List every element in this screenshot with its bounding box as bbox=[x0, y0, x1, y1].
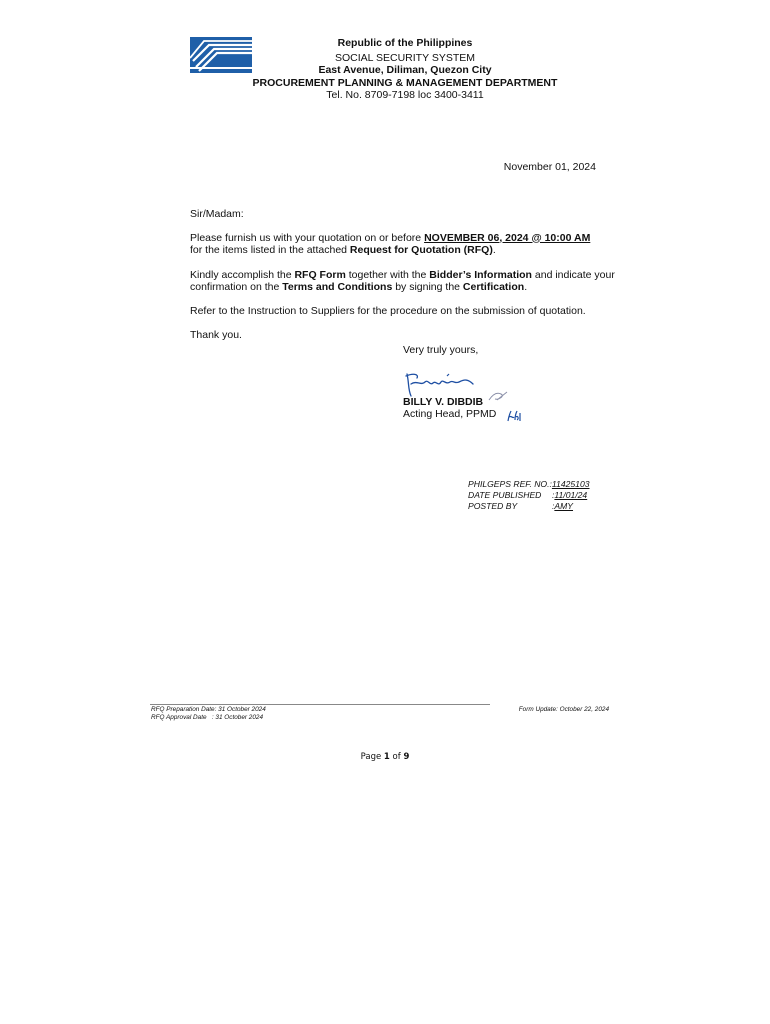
footer-approval-value: : 31 October 2024 bbox=[211, 714, 264, 722]
signatory-name: BILLY V. DIBDIB bbox=[403, 396, 484, 408]
letter-paragraph-refer: Refer to the Instruction to Suppliers for the procedure on the submission of quotation. bbox=[190, 304, 586, 317]
philgeps-posted-value: AMY bbox=[554, 501, 574, 511]
footer-prep-value: : 31 October 2024 bbox=[214, 706, 266, 713]
philgeps-info bbox=[468, 479, 590, 512]
letter-paragraph-instructions bbox=[190, 269, 620, 294]
page-current: 1 bbox=[383, 752, 390, 762]
letter-thanks: Thank you. bbox=[190, 329, 242, 341]
initials-mark-icon bbox=[487, 390, 509, 404]
para1-text: Please furnish us with your quotation on or before bbox=[190, 231, 425, 244]
footer-dates bbox=[151, 706, 266, 722]
signature-icon bbox=[403, 370, 483, 398]
footer-prep-row bbox=[151, 706, 266, 714]
footer-prep-label: RFQ Preparation Date bbox=[151, 706, 215, 713]
para2-mid1: together with the bbox=[345, 268, 430, 281]
rfq-reference: Request for Quotation (RFQ) bbox=[349, 244, 493, 256]
footer-approval-label: RFQ Approval Date bbox=[151, 714, 207, 722]
footer-approval-row bbox=[151, 714, 266, 722]
philgeps-ref-value: 11425103 bbox=[551, 479, 590, 489]
para2-text: Kindly accomplish the bbox=[190, 268, 295, 281]
letter-paragraph-deadline bbox=[190, 232, 620, 257]
para2-mid3: by signing the bbox=[392, 281, 463, 293]
certification-reference: Certification bbox=[462, 281, 525, 293]
philgeps-date-value: 11/01/24 bbox=[554, 490, 588, 500]
terms-reference: Terms and Conditions bbox=[282, 281, 393, 293]
page-total: 9 bbox=[403, 752, 410, 762]
page-of: of bbox=[389, 752, 404, 762]
philgeps-date-label: DATE PUBLISHED bbox=[468, 490, 542, 500]
philgeps-date-row bbox=[468, 490, 590, 501]
philgeps-date-sep: : bbox=[552, 490, 555, 500]
footer-form-update: Form Update: October 22, 2024 bbox=[518, 706, 609, 713]
letterhead-republic: Republic of the Philippines bbox=[337, 37, 473, 49]
initials-mark-2-icon bbox=[506, 409, 524, 423]
rfq-form-reference: RFQ Form bbox=[294, 268, 346, 281]
philgeps-posted-row bbox=[468, 501, 590, 512]
bidder-info-reference: Bidder’s Information bbox=[429, 268, 532, 281]
philgeps-ref-row bbox=[468, 479, 590, 490]
letter-body bbox=[190, 208, 620, 342]
letterhead-department: PROCUREMENT PLANNING & MANAGEMENT DEPARTMENT bbox=[252, 76, 558, 89]
page-prefix: Page bbox=[360, 752, 384, 762]
letter-date: November 01, 2024 bbox=[503, 161, 596, 173]
para2-mid2: and indicate your confirmation on the bbox=[190, 268, 615, 293]
para1-mid-text: for the items listed in the attached bbox=[190, 244, 350, 256]
philgeps-posted-sep: : bbox=[552, 501, 555, 511]
philgeps-posted-label: POSTED BY bbox=[468, 501, 518, 511]
letterhead-telephone: Tel. No. 8709-7198 loc 3400-3411 bbox=[326, 89, 484, 101]
page-number bbox=[300, 752, 470, 762]
para2-end: . bbox=[524, 281, 528, 293]
letter-greeting: Sir/Madam: bbox=[190, 208, 244, 220]
signatory-title: Acting Head, PPMD bbox=[403, 408, 497, 420]
philgeps-ref-label: PHILGEPS REF. NO.: bbox=[468, 479, 552, 489]
footer-divider bbox=[150, 704, 490, 705]
letterhead-address: East Avenue, Diliman, Quezon City bbox=[318, 64, 492, 76]
para1-end: . bbox=[492, 244, 496, 256]
deadline-text: NOVEMBER 06, 2024 @ 10:00 AM bbox=[424, 231, 591, 244]
letterhead bbox=[190, 37, 620, 102]
letterhead-agency: SOCIAL SECURITY SYSTEM bbox=[334, 51, 476, 64]
letter-closing: Very truly yours, bbox=[403, 344, 479, 356]
